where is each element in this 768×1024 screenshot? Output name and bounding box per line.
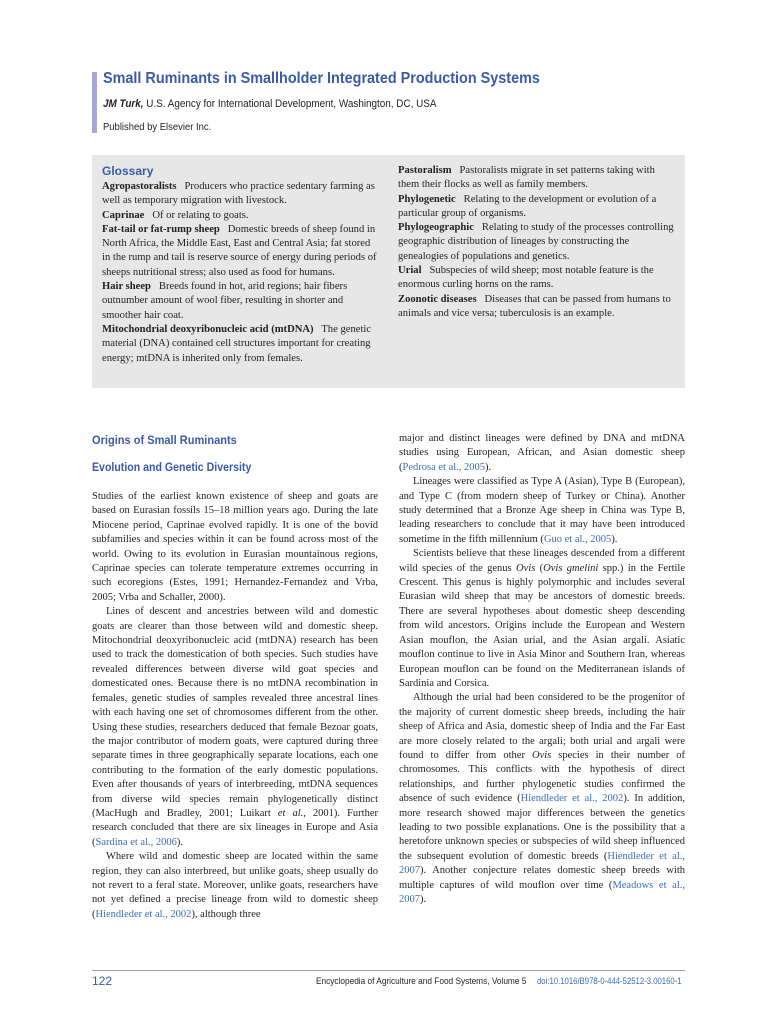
footer-rule — [92, 970, 685, 971]
paragraph: Where wild and domestic sheep are located within the same region, they can also interbreed, but unlike goats, sheep usually do not revert to a feral state. Moreover, unlike goats, researchers have not yet defined a precise lineage from wild to domestic sheep (Hiendleder et al., 2002), although three — [92, 851, 378, 920]
glossary-definition: Subspecies of wild sheep; most notable feature is the enormous curling horns on the rams. — [398, 265, 654, 291]
glossary-entry — [102, 223, 380, 280]
glossary-definition: Pastoralists migrate in set patterns taking with them their flocks as well as family members. — [398, 165, 655, 191]
paragraph: Studies of the earliest known existence of sheep and goats are based on Eurasian fossils 15–18 million years ago. During the late Miocene period, Caprinae evolved rapidly. It is one of the bovid subfamilies and species within it can be found across most of the world. Owing to its evolution in Eurasian mountainous regions, Caprinae species can tolerate temperature extremes occurring in such ecoregions (Estes, 1991; Hernandez-Fernandez and Vrba, 2005; Vrba and Schaller, 2000). — [92, 491, 378, 603]
glossary-entry — [102, 180, 380, 209]
glossary-entry — [398, 221, 676, 264]
citation-link[interactable]: Meadows et al., 2007 — [399, 879, 685, 905]
journal-name: Encyclopedia of Agriculture and Food Systems, Volume 5 — [316, 976, 527, 986]
glossary-term: Phylogeographic — [398, 222, 474, 234]
glossary-term: Mitochondrial deoxyribonucleic acid (mtDNA) — [102, 323, 314, 335]
page-number: 122 — [92, 974, 113, 988]
glossary-term: Urial — [398, 265, 422, 277]
author-affiliation: U.S. Agency for International Development, Washington, DC, USA — [146, 98, 437, 110]
glossary-entry — [102, 209, 380, 223]
subsection-heading: Evolution and Genetic Diversity — [92, 462, 252, 474]
body-right-column — [399, 432, 685, 907]
section-heading: Origins of Small Ruminants — [92, 433, 237, 447]
glossary-definition: Of or relating to goats. — [152, 209, 249, 221]
glossary-term: Agropastoralists — [102, 181, 177, 192]
glossary-term: Zoonotic diseases — [398, 293, 477, 305]
citation-link[interactable]: Guo et al., 2005 — [543, 533, 612, 545]
paragraph: Scientists believe that these lineages descended from a different wild species of the genus Ovis (Ovis gmelini spp.) in the Fertile Crescent. This genus is highly polymorphic and includes several Eurasian wild sheep that may be ancestors of domestic breeds. There are several hypotheses about domestic sheep descending from wild ancestors. Origins include the European and Western Asian mouflon, the Asian urial, and the Asian argali. Asiatic mouflon continue to live in Asia Minor and Southern Iran, whereas European mouflon can be found on the Mediterranean islands of Sardinia and Corsica. — [399, 548, 685, 689]
body-left-column — [92, 432, 378, 922]
glossary-definition: The genetic material (DNA) contained cell structures important for creating energy; mtDNA is inherited only from females. — [102, 323, 372, 364]
glossary-heading: Glossary — [102, 164, 154, 178]
glossary-entry — [398, 164, 676, 193]
header-accent-bar — [92, 72, 97, 133]
paragraph: Lines of descent and ancestries between wild and domestic goats are clearer than those between wild and domestic sheep. Mitochondrial deoxyribonucleic acid (mtDNA) research has been used to track the domestication of both species. Such studies have revealed differences between diverse wild goat species and domesticated ones. Because there is no mtDNA recombination in females, genetic studies of samples revealed three ancestral lines with each having one set of chromosomes different from the other. Using these studies, researchers deduced that female Bezoar goats, the major contributor of modern goats, were captured during three separate times in three geographically separate locations, each one contributing to the formation of the early domestic populations. Even after thousands of years of interbreeding, mtDNA sequences from diverse wild species remain phylogenetically distinct (MacHugh and Bradley, 2001; Luikart et al., 2001). Further research concluded that there are six lineages in Europe and Asia (Sardina et al., 2006). — [92, 606, 378, 848]
citation-link[interactable]: Sardina et al., 2006 — [95, 836, 177, 848]
author-name: JM Turk, — [103, 98, 144, 110]
glossary-term: Fat-tail or fat-rump sheep — [102, 223, 220, 235]
paragraph: Although the urial had been considered to be the progenitor of the majority of current domestic sheep breeds, including the hair sheep of Africa and Asia, domestic sheep of India and the Far East are more closely related to the argali; both urial and argali were found to differ from other Ovis species in their number of chromosomes. This conflicts with the hypothesis of direct relationships, and further phylogenetic studies confirmed the absence of such evidence (Hiendleder et al., 2002). In addition, more research showed major differences between the genetics leading to two possible explanations. One is the possibility that a heretofore unknown species or subspecies of wild sheep influenced the subsequent evolution of domestic breeds (Hiendleder et al., 2007). Another conjecture relates domestic sheep breeds with multiple captures of wild mouflon over time (Meadows et al., 2007). — [399, 692, 685, 905]
citation-link[interactable]: Pedrosa et al., 2005 — [402, 461, 486, 473]
glossary-term: Phylogenetic — [398, 193, 456, 205]
glossary-entry — [398, 264, 676, 293]
glossary-entry — [398, 193, 676, 222]
article-title: Small Ruminants in Smallholder Integrated Production Systems — [103, 70, 540, 87]
glossary-entry — [398, 293, 676, 322]
citation-link[interactable]: Hiendleder et al., 2002 — [520, 793, 624, 805]
glossary-right-column — [398, 164, 676, 321]
author-line — [103, 98, 436, 110]
citation-link[interactable]: Hiendleder et al., 2002 — [95, 908, 192, 920]
paragraph: major and distinct lineages were defined by DNA and mtDNA studies using European, African, and Asian domestic sheep (Pedrosa et al., 2005). — [399, 433, 685, 473]
glossary-definition: Domestic breeds of sheep found in North Africa, the Middle East, East and Central Asia; fat stored in the rump and tail is reserve source of energy during periods of sheeps nutritional stress; also used as food for humans. — [102, 223, 377, 278]
glossary-definition: Relating to the development or evolution of a particular group of organisms. — [398, 193, 657, 219]
glossary-term: Hair sheep — [102, 281, 151, 293]
glossary-definition: Relating to study of the processes controlling geographic distribution of lineages by constructing the genealogies of populations and genetics. — [398, 222, 674, 262]
glossary-term: Caprinae — [102, 209, 145, 221]
paragraph: Lineages were classified as Type A (Asian), Type B (European), and Type C (from modern sheep of Turkey or China). Another study determined that a Bronze Age sheep in China was Type B, leading researchers to conclude that it may have been introduced sometime in the fifth millennium (Guo et al., 2005). — [399, 476, 685, 545]
glossary-definition: Diseases that can be passed from humans to animals and vice versa; tuberculosis is an example. — [398, 293, 671, 319]
glossary-entry — [102, 280, 380, 323]
glossary-left-column — [102, 164, 380, 366]
glossary-term: Pastoralism — [398, 165, 452, 176]
doi-link[interactable]: doi:10.1016/B978-0-444-52512-3.00160-1 — [537, 976, 682, 986]
glossary-box — [92, 155, 685, 388]
glossary-entry — [102, 323, 380, 366]
glossary-definition: Producers who practice sedentary farming as well as temporary migration with livestock. — [102, 181, 375, 207]
publisher-line: Published by Elsevier Inc. — [103, 121, 212, 133]
glossary-definition: Breeds found in hot, arid regions; hair fibers outnumber amount of wool fiber, resulting in shorter and smoother hair coat. — [102, 281, 348, 321]
citation-link[interactable]: Hiendleder et al., 2007 — [399, 850, 685, 877]
